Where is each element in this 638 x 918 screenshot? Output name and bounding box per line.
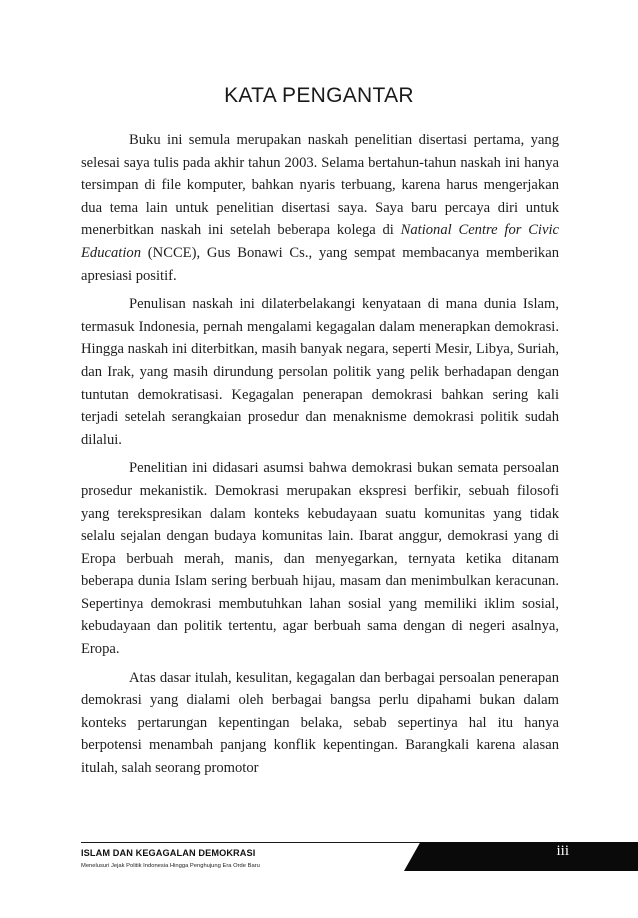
page-footer (0, 842, 638, 882)
footer-rule (81, 842, 421, 843)
paragraph-1 (81, 129, 559, 287)
paragraph-2: Penulisan naskah ini dilaterbelakangi kenyataan di mana dunia Islam, termasuk Indonesia, pernah mengalami kegagalan dalam menerapkan demokrasi. Hingga naskah ini diterbitkan, masih banyak negara, seperti Mesir, Libya, Suriah, dan Irak, yang masih dirundung persolan politik yang pelik berhadapan dengan tuntutan demokratisasi. Kegagalan penerapan demokrasi bahkan sering kali terjadi setelah serangkaian prosedur dan menaknisme demokrasi politik sudah dilalui. (81, 296, 559, 448)
page-number: iii (556, 843, 569, 859)
paragraph-4: Atas dasar itulah, kesulitan, kegagalan dan berbagai persoalan penerapan demokrasi yang dialami oleh berbagai bangsa perlu dipahami bukan dalam konteks pertarungan kepentingan belaka, sebab sepertinya hal itu hanya berpotensi menambah panjang konflik kepentingan. Barangkali karena alasan itulah, salah seorang promotor (81, 669, 559, 777)
body-text (81, 129, 559, 786)
page-title: KATA PENGANTAR (224, 84, 414, 107)
paragraph-1-text-start: Buku ini semula merupakan naskah penelitian disertasi pertama, yang selesai saya tulis pada akhir tahun 2003. Selama bertahun-tahun naskah ini hanya tersimpan di file komputer, bahkan nyaris terbuang, karena harus mengerjakan dua tema lain untuk penelitian disertasi saya. Saya baru percaya diri untuk menerbitkan naskah ini setelah beberapa kolega di (81, 132, 559, 239)
organization-name-italic: National Centre for Civic Education (81, 222, 559, 261)
paragraph-3: Penelitian ini didasari asumsi bahwa demokrasi bukan semata persoalan prosedur mekanistik. Demokrasi merupakan ekspresi berfikir, sebuah filosofi yang terekspresikan dalam konteks kebudayaan suatu komunitas yang tidak selalu sejalan dengan budaya komunitas lain. Ibarat anggur, demokrasi yang di Eropa berbuah merah, manis, dan menyegarkan, ternyata ketika ditanam beberapa dunia Islam sering berbuah hijau, masam dan menimbulkan keracunan. Sepertinya demokrasi membutuhkan lahan sosial yang memiliki iklim sosial, kebudayaan dan politik tertentu, agar berbuah sama dengan di negeri asalnya, Eropa. (81, 460, 559, 658)
paragraph-1-text-end: (NCCE), Gus Bonawi Cs., yang sempat membacanya memberikan apresiasi positif. (81, 244, 559, 284)
footer-book-title: ISLAM DAN KEGAGALAN DEMOKRASI (81, 848, 256, 858)
footer-band (404, 842, 638, 871)
footer-subtitle: Menelusuri Jejak Politik Indonesia Hingga Penghujung Era Orde Baru (81, 863, 260, 869)
